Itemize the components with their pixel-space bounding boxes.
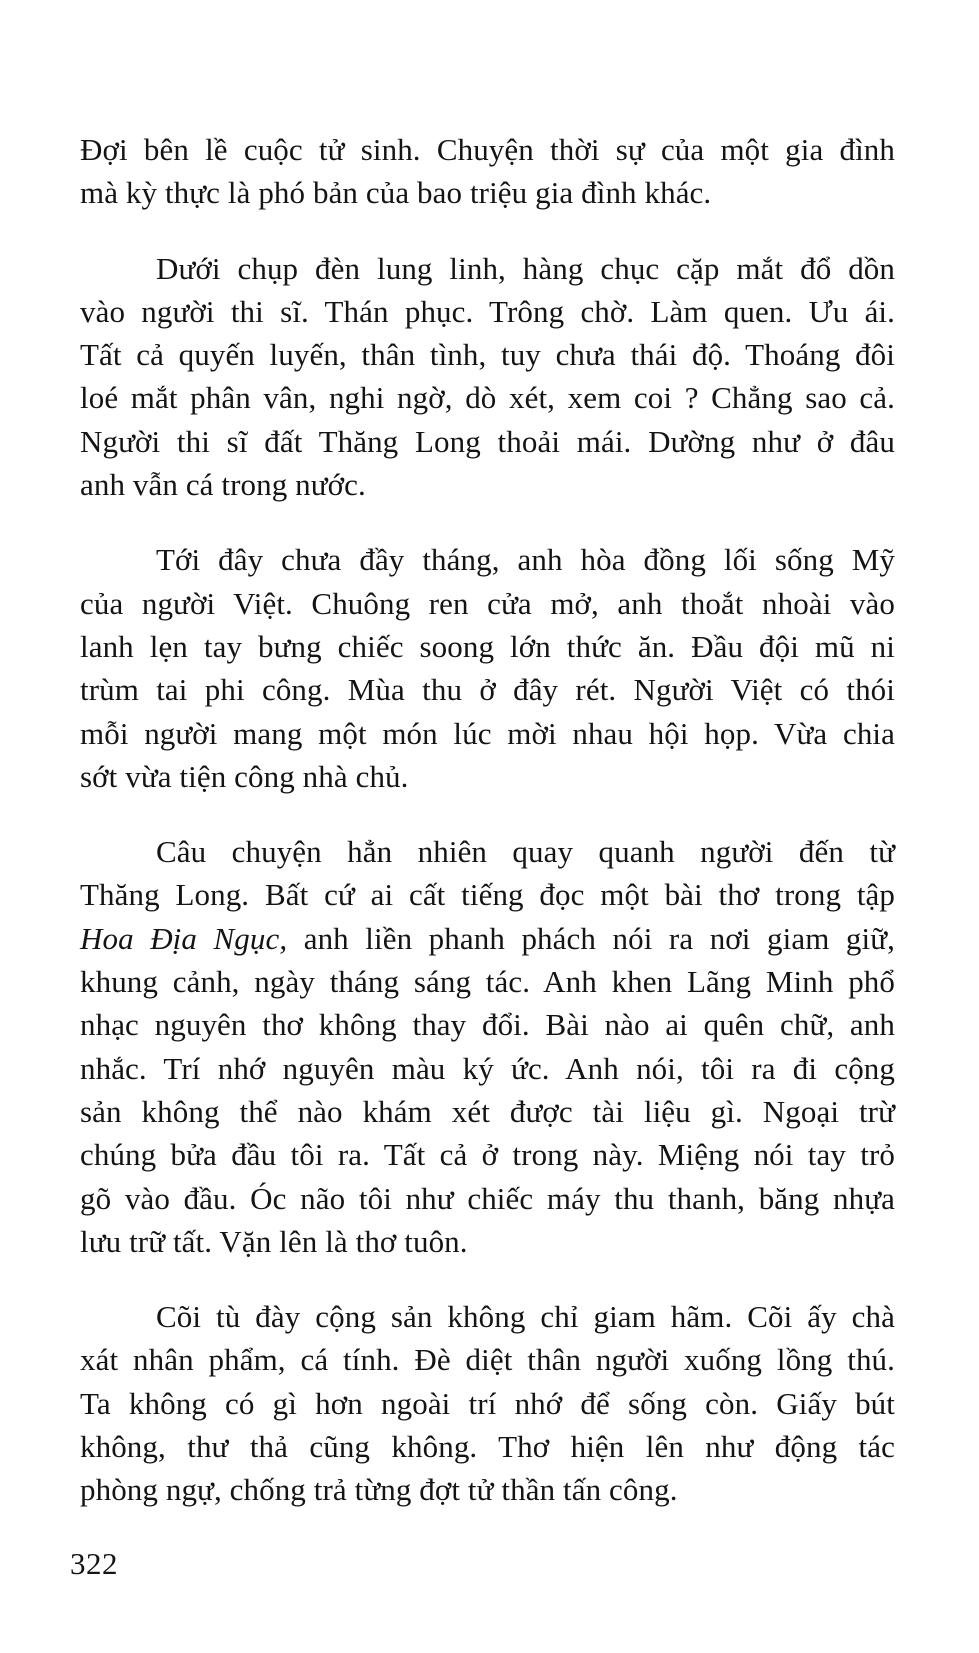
page-number: 322 (70, 1546, 118, 1581)
text-line: loé mắt phân vân, nghi ngờ, dò xét, xem coi ? Chẳng sao cả. (80, 380, 895, 416)
text-line: không, thư thả cũng không. Thơ hiện lên như động tác (80, 1429, 895, 1465)
body-text (80, 128, 895, 1544)
text-line: Người thi sĩ đất Thăng Long thoải mái. Dường như ở đâu (80, 423, 895, 459)
paragraph-2 (80, 247, 895, 507)
text-line: Tất cả quyến luyến, thân tình, tuy chưa thái độ. Thoáng đôi (80, 337, 895, 373)
text-line: nhạc nguyên thơ không thay đổi. Bài nào ai quên chữ, anh (80, 1007, 895, 1043)
text-line: mỗi người mang một món lúc mời nhau hội họp. Vừa chia (80, 715, 895, 751)
text-line: Dưới chụp đèn lung linh, hàng chục cặp mắt đổ dồn (156, 250, 895, 286)
text-line: của người Việt. Chuông ren cửa mở, anh thoắt nhoài vào (80, 585, 895, 621)
text-line: Thăng Long. Bất cứ ai cất tiếng đọc một bài thơ trong tập (80, 877, 895, 913)
text-line: phòng ngự, chống trả từng đợt tử thần tấn công. (80, 1472, 678, 1508)
text-line: xát nhân phẩm, cá tính. Đè diệt thân người xuống lồng thú. (80, 1342, 895, 1378)
book-title: Hoa Địa Ngục, (80, 920, 288, 956)
paragraph-1 (80, 128, 895, 215)
text-line: Đợi bên lề cuộc tử sinh. Chuyện thời sự của một gia đình (80, 132, 895, 167)
text-line-rest: anh liền phanh phách nói ra nơi giam giữ, (303, 920, 895, 956)
text-line: Cõi tù đày cộng sản không chỉ giam hãm. Cõi ấy chà (156, 1299, 895, 1335)
text-line: sớt vừa tiện công nhà chủ. (80, 758, 409, 794)
paragraph-3 (80, 538, 895, 798)
text-line: chúng bửa đầu tôi ra. Tất cả ở trong này. Miệng nói tay trỏ (80, 1137, 895, 1173)
text-line: Tới đây chưa đầy tháng, anh hòa đồng lối sống Mỹ (156, 542, 895, 578)
text-line: khung cảnh, ngày tháng sáng tác. Anh khen Lãng Minh phổ (80, 964, 895, 1000)
paragraph-5 (80, 1295, 895, 1511)
text-line: anh vẫn cá trong nước. (80, 467, 366, 503)
text-line: gõ vào đầu. Óc não tôi như chiếc máy thu thanh, băng nhựa (80, 1180, 895, 1216)
paragraph-4 (80, 830, 895, 1263)
text-line: lưu trữ tất. Vặn lên là thơ tuôn. (80, 1223, 468, 1259)
text-line: trùm tai phi công. Mùa thu ở đây rét. Người Việt có thói (80, 672, 895, 708)
text-line: vào người thi sĩ. Thán phục. Trông chờ. Làm quen. Ưu ái. (80, 293, 895, 329)
text-line: Ta không có gì hơn ngoài trí nhớ để sống còn. Giấy bút (80, 1385, 895, 1421)
text-line: lanh lẹn tay bưng chiếc soong lớn thức ăn. Đầu đội mũ ni (80, 628, 895, 664)
text-line: mà kỳ thực là phó bản của bao triệu gia đình khác. (80, 175, 712, 211)
text-line: Câu chuyện hẳn nhiên quay quanh người đến từ (156, 834, 895, 870)
text-line: sản không thể nào khám xét được tài liệu gì. Ngoại trừ (80, 1093, 895, 1129)
text-line (80, 917, 895, 960)
text-line: nhắc. Trí nhớ nguyên màu ký ức. Anh nói, tôi ra đi cộng (80, 1050, 895, 1086)
